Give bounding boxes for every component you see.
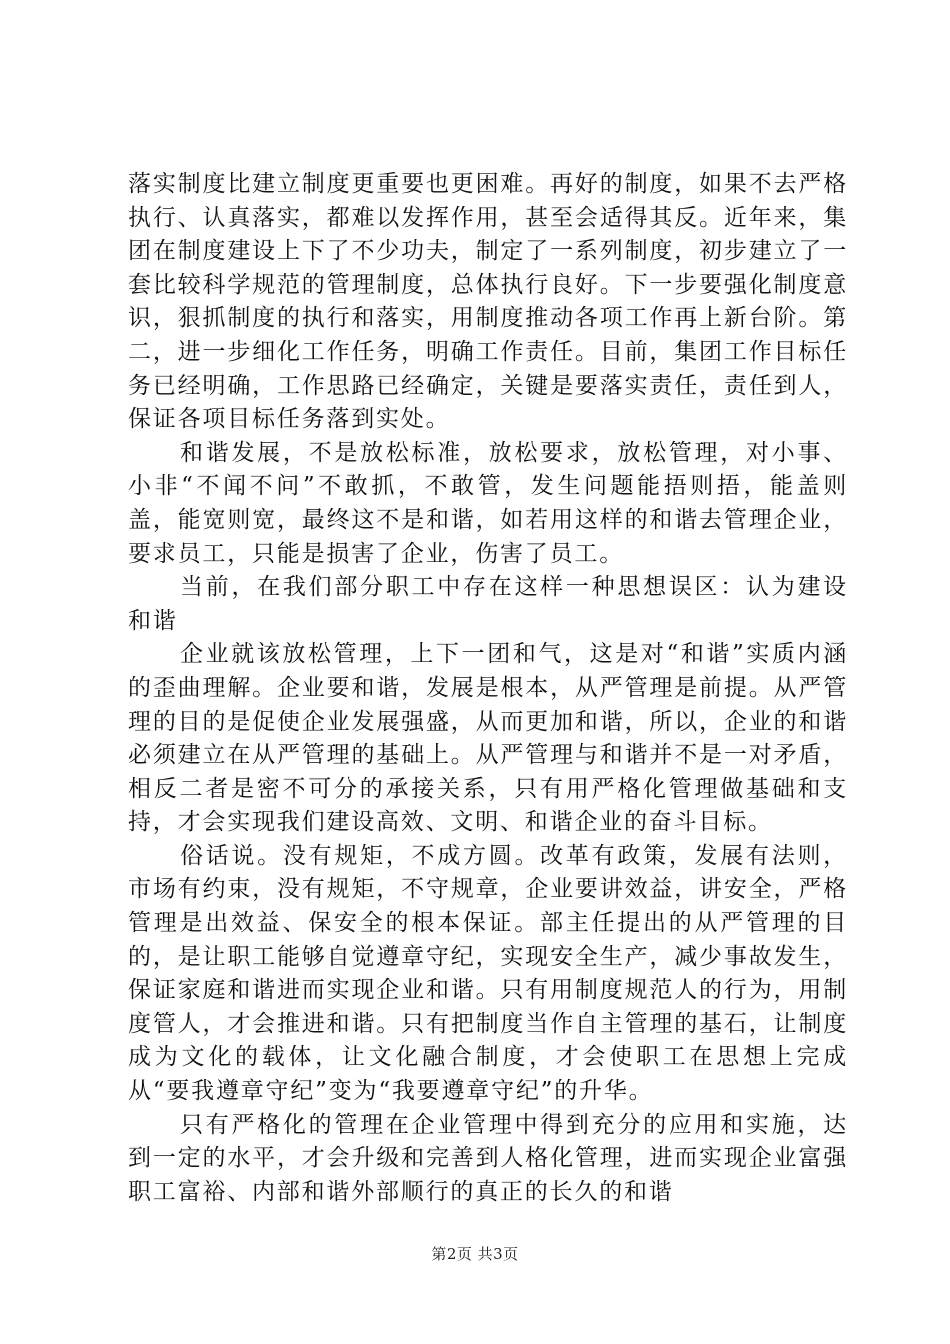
paragraph-6: 只有严格化的管理在企业管理中得到充分的应用和实施，达到一定的水平，才会升级和完善到人格化管理，进而实现企业富强职工富裕、内部和谐外部顺行的真正的长久的和谐: [128, 1111, 848, 1205]
page-footer: 第2页 共3页: [431, 1245, 519, 1263]
paragraph-3: 当前，在我们部分职工中存在这样一种思想误区：认为建设和谐: [128, 574, 848, 634]
paragraph-5: 俗话说。没有规矩，不成方圆。改革有政策，发展有法则，市场有约束，没有规矩，不守规章，企业要讲效益，讲安全，严格管理是出效益、保安全的根本保证。部主任提出的从严管理的目的，是让职工能够自觉遵章守纪，实现安全生产，减少事故发生，保证家庭和谐进而实现企业和谐。只有用制度规范人的行为，用制度管人，才会推进和谐。只有把制度当作自主管理的基石，让制度成为文化的载体，让文化融合制度，才会使职工在思想上完成从“要我遵章守纪”变为“我要遵章守纪”的升华。: [128, 842, 848, 1105]
document-body: [128, 168, 848, 1209]
paragraph-4: 企业就该放松管理，上下一团和气，这是对“和谐”实质内涵的歪曲理解。企业要和谐，发展是根本，从严管理是前提。从严管理的目的是促使企业发展强盛，从而更加和谐，所以，企业的和谐必须建立在从严管理的基础上。从严管理与和谐并不是一对矛盾，相反二者是密不可分的承接关系，只有用严格化管理做基础和支持，才会实现我们建设高效、文明、和谐企业的奋斗目标。: [128, 641, 848, 836]
paragraph-1: 落实制度比建立制度更重要也更困难。再好的制度，如果不去严格执行、认真落实，都难以发挥作用，甚至会适得其反。近年来，集团在制度建设上下了不少功夫，制定了一系列制度，初步建立了一套比较科学规范的管理制度，总体执行良好。下一步要强化制度意识，狠抓制度的执行和落实，用制度推动各项工作再上新台阶。第二，进一步细化工作任务，明确工作责任。目前，集团工作目标任务已经明确，工作思路已经确定，关键是要落实责任，责任到人，保证各项目标任务落到实处。: [128, 171, 848, 433]
paragraph-2: 和谐发展，不是放松标准，放松要求，放松管理，对小事、小非“不闻不问”不敢抓，不敢管，发生问题能捂则捂，能盖则盖，能宽则宽，最终这不是和谐，如若用这样的和谐去管理企业，要求员工，只能是损害了企业，伤害了员工。: [128, 439, 848, 567]
